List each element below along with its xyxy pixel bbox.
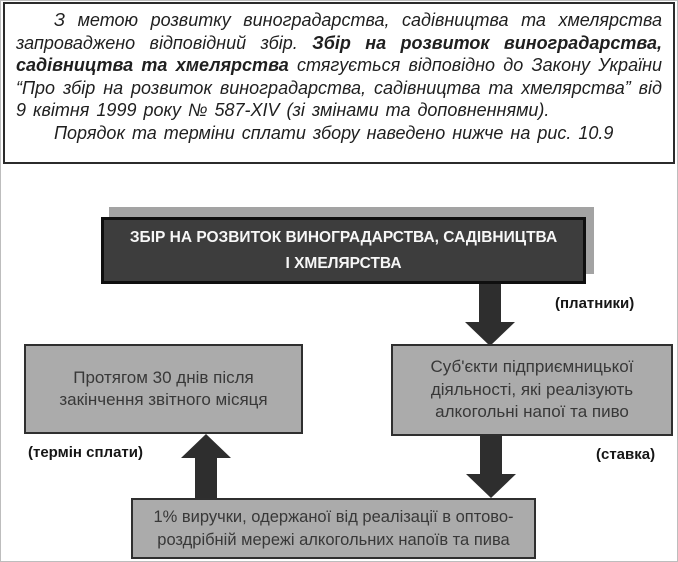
rate-box-line-1: 1% виручки, одержаної від реалізації в оптово- [153,507,514,526]
title-box [101,217,586,284]
payers-box-line-1: Суб'єкти підприємницької [430,357,634,377]
payers-box-line-3: алкогольні напої та пиво [435,402,629,422]
intro-segment-bold: Збір на розвиток виноградарства, садівництва та хмелярства [16,32,662,75]
payers-box-line-2: діяльності, які реалізують [430,379,634,399]
intro-paragraph-2: Порядок та терміни сплати збору наведено нижче на рис. 10.9 [54,122,614,143]
term-box [24,344,303,434]
intro-text-box [3,2,675,164]
label-payers: (платники) [555,295,635,312]
term-box-line-2: закінчення звітного місяця [59,390,268,409]
rate-box-line-2: роздрібній мережі алкогольних напоїв та пива [157,530,510,549]
rate-arrowhead-down-icon [466,474,516,498]
payers-arrow-down-icon [479,284,501,322]
rate-arrow-down-icon [480,436,502,474]
title-line-1: ЗБІР НА РОЗВИТОК ВИНОГРАДАРСТВА, САДІВНИЦТВА [129,228,558,246]
label-payment-term: (термін сплати) [28,444,143,461]
intro-paragraph-1 [16,9,662,122]
term-arrowhead-up-icon [181,434,231,458]
label-rate: (ставка) [596,446,656,463]
term-box-line-1: Протягом 30 днів після [73,367,254,387]
payers-box [391,344,673,436]
title-line-2: І ХМЕЛЯРСТВА [285,254,402,272]
intro-segment-2: стягується відповідно до Закону України “Про збір на розвиток виноградарства, садівництва та хмелярства” від 9 квітня 1999 року № 587-XIV (зі змінами та доповненнями). [16,55,662,120]
rate-box [131,498,536,559]
term-arrow-up-icon [195,458,217,498]
payers-arrowhead-down-icon [465,322,515,346]
intro-segment-1: З метою розвитку виноградарства, садівництва та хмелярства запроваджено відповідний збір. [16,10,662,53]
